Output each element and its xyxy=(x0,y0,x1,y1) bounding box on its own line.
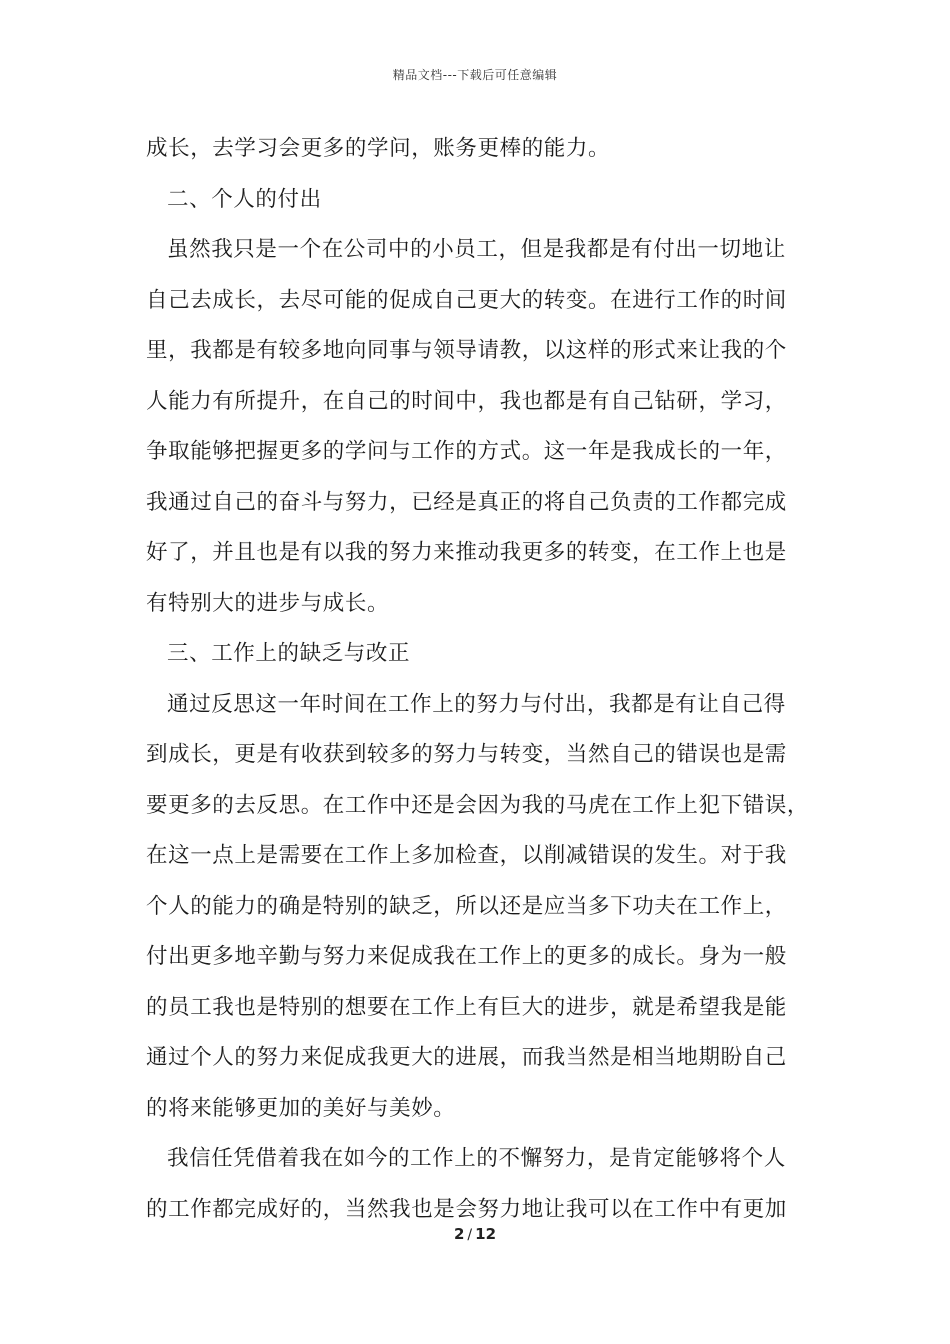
body-line: 成长，去学习会更多的学问，账务更棒的能力。 xyxy=(146,136,611,161)
body-line: 要更多的去反思。在工作中还是会因为我的马虎在工作上犯下错误， xyxy=(146,792,810,818)
paragraph-start-line: 通过反思这一年时间在工作上的努力与付出，我都是有让自己得 xyxy=(167,691,786,717)
page-separator: / xyxy=(467,1227,473,1243)
body-line: 争取能够把握更多的学问与工作的方式。这一年是我成长的一年， xyxy=(146,439,787,464)
body-line: 的工作都完成好的，当然我也是会努力地让我可以在工作中有更加 xyxy=(146,1196,787,1222)
section-heading: 二、个人的付出 xyxy=(167,186,322,212)
body-line: 有特别大的进步与成长。 xyxy=(146,590,390,616)
body-line: 里，我都是有较多地向同事与领导请教，以这样的形式来让我的个 xyxy=(146,338,787,363)
body-line: 在这一点上是需要在工作上多加检查，以削减错误的发生。对于我 xyxy=(146,843,787,868)
body-line: 自己去成长，去尽可能的促成自己更大的转变。在进行工作的时间 xyxy=(146,287,787,313)
section-heading: 三、工作上的缺乏与改正 xyxy=(167,641,411,666)
body-line: 通过个人的努力来促成我更大的进展，而我当然是相当地期盼自己 xyxy=(146,1045,787,1070)
body-line: 的将来能够更加的美好与美妙。 xyxy=(146,1095,456,1121)
paragraph-start-line: 我信任凭借着我在如今的工作上的不懈努力，是肯定能够将个人 xyxy=(167,1146,786,1171)
paragraph-start-line: 虽然我只是一个在公司中的小员工，但是我都是有付出一切地让 xyxy=(167,237,786,262)
current-page-number: 2 xyxy=(453,1225,465,1243)
document-body xyxy=(146,124,810,1235)
total-pages-number: 12 xyxy=(475,1225,497,1243)
body-line: 我通过自己的奋斗与努力，已经是真正的将自己负责的工作都完成 xyxy=(146,489,787,515)
body-line: 个人的能力的确是特别的缺乏，所以还是应当多下功夫在工作上， xyxy=(146,893,787,919)
body-line: 人能力有所提升，在自己的时间中，我也都是有自己钻研，学习， xyxy=(146,388,787,414)
body-line: 到成长，更是有收获到较多的努力与转变，当然自己的错误也是需 xyxy=(146,742,787,767)
body-line: 的员工我也是特别的想要在工作上有巨大的进步，就是希望我是能 xyxy=(146,994,787,1020)
body-line: 付出更多地辛勤与努力来促成我在工作上的更多的成长。身为一般 xyxy=(146,944,787,969)
document-header: 精品文档---下载后可任意编辑 xyxy=(392,68,558,82)
page-number xyxy=(0,1225,950,1243)
body-line: 好了，并且也是有以我的努力来推动我更多的转变，在工作上也是 xyxy=(146,540,787,565)
